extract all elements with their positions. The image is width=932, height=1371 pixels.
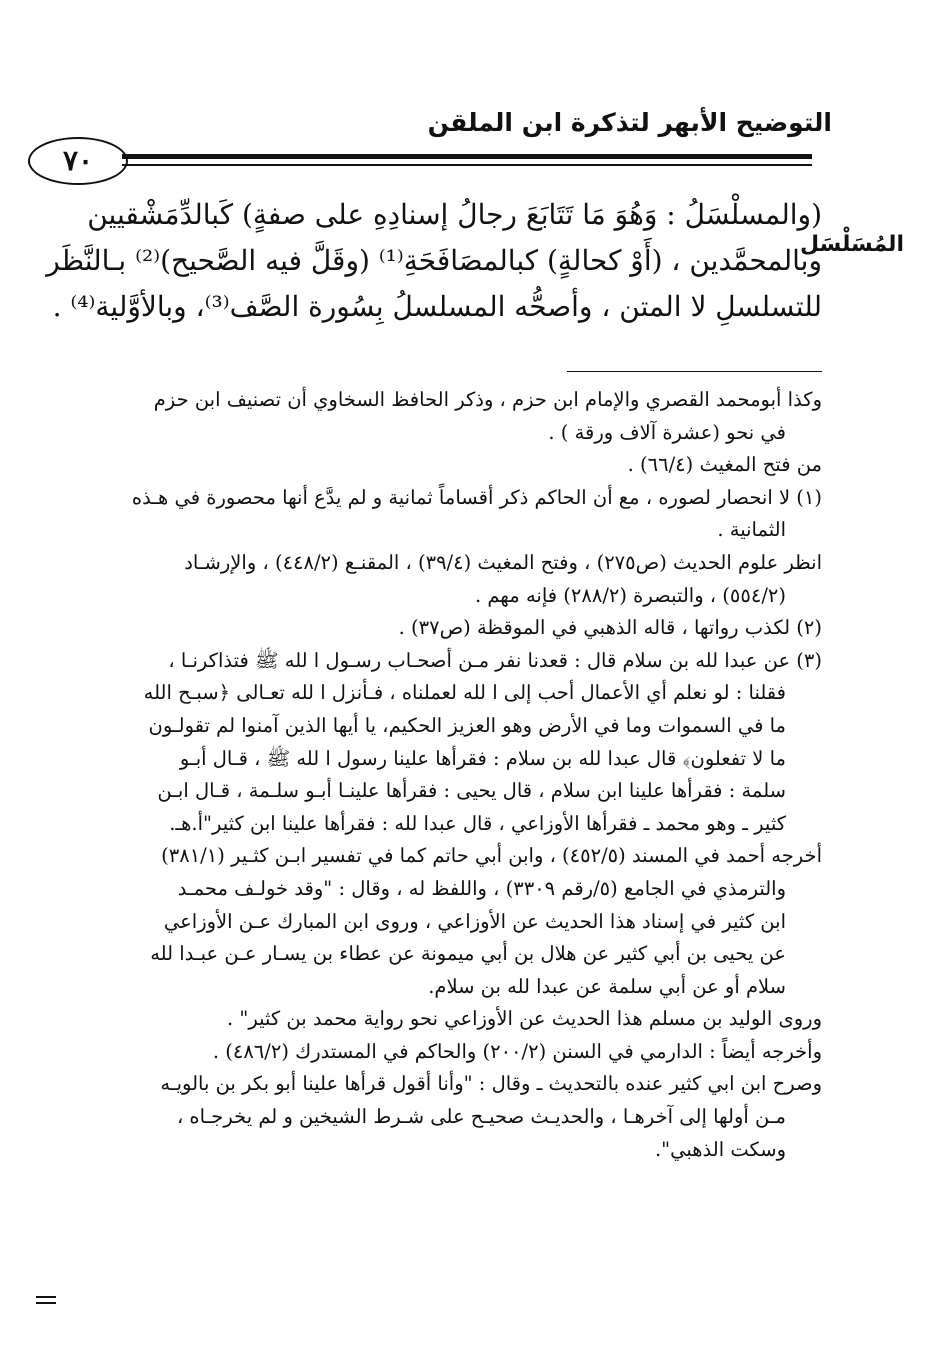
footnote-line: والترمذي في الجامع (٥/رقم ٣٣٠٩) ، واللفظ له ، وقال : "وقد خولـف محمـد: [177, 876, 786, 900]
footnote-line: عن يحيى بن أبي كثير عن هلال بن أبي ميمونة عن عطاء بن يسـار عـن عبـدا لله: [150, 942, 786, 966]
footnote-line: مـن أولها إلى آخرهـا ، والحديـث صحيـح على شـرط الشيخين و لم يخرجـاه ،: [176, 1105, 786, 1129]
footnote-line: وكذا أبومحمد القصري والإمام ابن حزم ، وذكر الحافظ السخاوي أن تصنيف ابن حزم: [153, 388, 822, 411]
running-title: التوضيح الأبهر لتذكرة ابن الملقن: [427, 108, 832, 137]
footnote-line: في نحو (عشرة آلاف ورقة ) .: [548, 420, 786, 444]
footnote-line: وأخرجه أيضاً : الدارمي في السنن (٢٠٠/٢) والحاكم في المستدرك (٤٨٦/٢) .: [212, 1039, 822, 1063]
footnote-line: الثمانية .: [717, 518, 786, 542]
footnote-line: (٢) لكذب رواتها ، قاله الذهبي في الموقظة (ص٣٧) .: [398, 616, 822, 640]
page-number: ٧٠: [28, 137, 128, 185]
footnote-line: (٥٥٤/٢) ، والتبصرة (٢٨٨/٢) فإنه مهم .: [474, 583, 786, 607]
footnote-line: أخرجه أحمد في المسند (٤٥٢/٥) ، وابن أبي حاتم كما في تفسير ابـن كثـير (٣٨١/١): [161, 844, 822, 868]
footnote-line: وسكت الذهبي".: [654, 1137, 786, 1161]
footnote-line: ابن كثير في إسناد هذا الحديث عن الأوزاعي ، وروى ابن المبارك عـن الأوزاعي: [163, 909, 786, 933]
footnote-line: ما في السموات وما في الأرض وهو العزيز الحكيم، يا أيها الذين آمنوا لم تقولـون: [148, 713, 786, 737]
main-line: وبالمحمَّدين ، (أَوْ كحالةٍ) كبالمصَافَحَةِ⁽¹⁾ (وقَلَّ فيه الصَّحيح)⁽²⁾ بـالنَّظَر: [46, 244, 822, 277]
margin-heading: المُسَلْسَل: [800, 232, 904, 257]
main-text: [42, 192, 822, 330]
footnote-line: وصرح ابن ابي كثير عنده بالتحديث ـ وقال : "وأنا أقول قرأها علينا أبو بكر بن بالويـه: [160, 1072, 822, 1096]
footnote-line: من فتح المغيث (٦٦/٤) .: [627, 453, 822, 477]
footnote-line: كثير ـ وهو محمد ـ فقرأها الأوزاعي ، قال عبدا لله : فقرأها علينا ابن كثير"أ.هـ.: [169, 811, 786, 835]
footnote-line: سلمة : فقرأها علينا ابن سلام ، قال يحيى : فقرأها علينـا أبـو سلـمة ، قـال ابـن: [157, 779, 786, 803]
page-end-mark: [36, 1296, 56, 1308]
header-rule-thin: [122, 164, 812, 166]
footnotes: [32, 384, 822, 1166]
footnote-line: (٣) عن عبدا لله بن سلام قال : قعدنا نفر مـن أصحـاب رسـول ا لله ﷺ فتذاكرنـا ،: [168, 648, 822, 672]
main-line: (والمسلْسَلُ : وَهُوَ مَا تَتَابَعَ رجالُ إسنادِهِ على صفةٍ) كَبالدِّمَشْقيين: [87, 198, 822, 231]
main-line: للتسلسلِ لا المتن ، وأصحُّه المسلسلُ بِسُورة الصَّف⁽³⁾، وبالأوَّلية⁽⁴⁾ .: [52, 290, 822, 323]
footnote-line: ما لا تفعلون﴾ قال عبدا لله بن سلام : فقرأها علينا رسول ا لله ﷺ ، قـال أبـو: [179, 746, 786, 770]
footnote-line: (١) لا انحصار لصوره ، مع أن الحاكم ذكر أقساماً ثمانية و لم يدَّع أنها محصورة في هـذه: [131, 485, 822, 509]
footnote-separator: [567, 371, 822, 372]
footnote-line: سلام أو عن أبي سلمة عن عبدا لله بن سلام.: [428, 974, 786, 998]
footnote-line: انظر علوم الحديث (ص٢٧٥) ، وفتح المغيث (٣٩/٤) ، المقنـع (٤٤٨/٢) ، والإرشـاد: [184, 550, 822, 574]
header-rule-thick: [122, 154, 812, 159]
footnote-line: وروى الوليد بن مسلم هذا الحديث عن الأوزاعي نحو رواية محمد بن كثير" .: [227, 1007, 822, 1031]
footnote-line: فقلنا : لو نعلم أي الأعمال أحب إلى ا لله لعملناه ، فـأنزل ا لله تعـالى ﴿سبـح الله: [143, 681, 786, 705]
